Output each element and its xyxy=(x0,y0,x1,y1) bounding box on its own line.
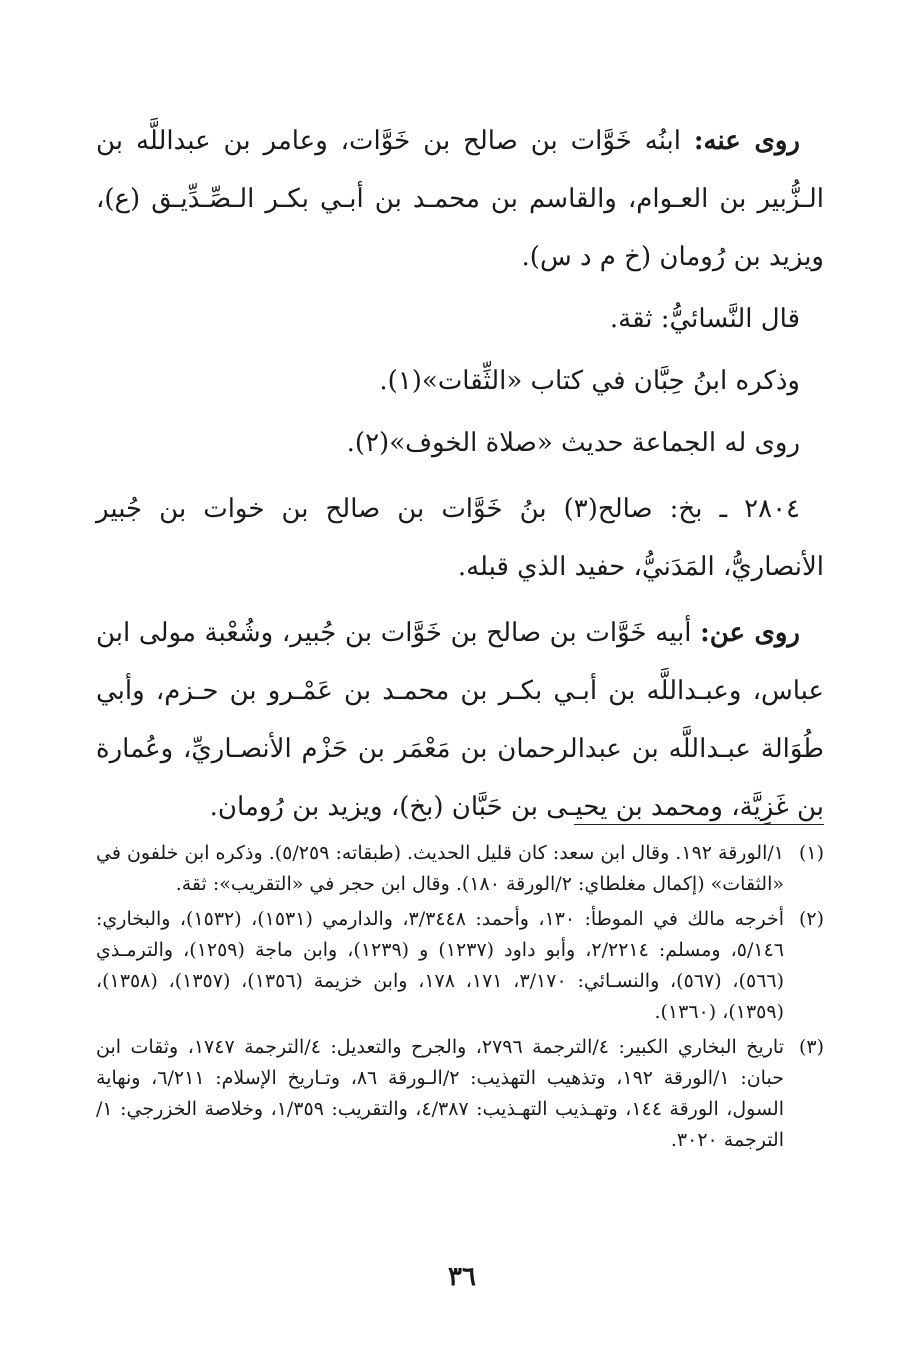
narrators-from-him-text: ابنُه خَوَّات بن صالح بن خَوَّات، وعامر بن عبداللَّه بن الـزُّبير بن العـوام، والقاسم بن محمـد بن أبـي بكـر الـصِّـدِّيـق (ع)، ويزيد بن رُومان (خ م د س). xyxy=(96,126,824,272)
footnote-number: (١) xyxy=(798,842,824,864)
biography-entry-heading: ٢٨٠٤ ـ بخ: صالح(٣) بنُ خَوَّات بن صالح بن خوات بن جُبير الأنصاريُّ، المَدَنيُّ، حفيد الذي قبله. xyxy=(96,494,824,582)
narrators-from-him-label: روى عنه: xyxy=(693,126,800,156)
footnote-separator xyxy=(574,824,824,825)
narrators-from-him xyxy=(96,112,824,286)
jamaa-narration: روى له الجماعة حديث «صلاة الخوف»(٢). xyxy=(346,428,800,458)
nasai-statement: قال النَّسائيُّ: ثقة. xyxy=(609,304,800,334)
narrated-from-text: أبيه خَوَّات بن صالح بن خَوَّات بن جُبير، وشُعْبة مولى ابن عباس، وعبـداللَّه بن أبـي بكـر بن محمـد بن عَمْـرو بن حـزم، وأبي طُوَالة عبـداللَّه بن عبدالرحمان بن مَعْمَر بن حَزْم الأنصـاريِّ، وعُمارة بن غَزِيَّة، ومحمد بن يحيـى بن حَبَّان (بخ)، ويزيد بن رُومان. xyxy=(96,618,824,822)
footnote-text: ١/الورقة ١٩٢. وقال ابن سعد: كان قليل الحديث. (طبقاته: ٥/٢٥٩). وذكره ابن خلفون في «الثقات» (إكمال مغلطاي: ٢/الورقة ١٨٠). وقال ابن حجر في «التقريب»: ثقة. xyxy=(96,842,784,895)
footnote xyxy=(96,838,824,900)
footnote xyxy=(96,904,824,1028)
footnotes xyxy=(96,838,824,1160)
footnote xyxy=(96,1032,824,1156)
footnote-text: أخرجه مالك في الموطأ: ١٣٠، وأحمد: ٣/٣٤٤٨، والدارمي (١٥٣١)، (١٥٣٢)، والبخاري: ٥/١٤٦، ومسلم: ٢/٢٢١٤، وأبو داود (١٢٣٧) و (١٢٣٩)، وابن ماجة (١٢٥٩)، والترمـذي (٥٦٦)، (٥٦٧)، والنسـائي: ٣/١٧٠، ١٧١، ١٧٨، وابن خزيمة (١٣٥٦)، (١٣٥٧)، (١٣٥٨)، (١٣٥٩)، (١٣٦٠). xyxy=(96,908,785,1023)
footnote-text: تاريخ البخاري الكبير: ٤/الترجمة ٢٧٩٦، والجرح والتعديل: ٤/الترجمة ١٧٤٧، وثقات ابن حبان: ١/الورقة ١٩٢، وتذهيب التهذيب: ٢/الـورقة ٨٦، وتـاريخ الإسلام: ٦/٢١١، ونهاية السول، الورقة ١٤٤، وتهـذيب التهـذيب: ٤/٣٨٧، والتقريب: ١/٣٥٩، وخلاصة الخزرجي: ١/الترجمة ٣٠٢٠. xyxy=(96,1036,784,1151)
ibn-hibban-statement: وذكره ابنُ حِبَّان في كتاب «الثِّقات»(١). xyxy=(379,366,800,396)
main-text xyxy=(96,112,824,836)
footnote-number: (٢) xyxy=(798,908,824,930)
narrated-from-label: روى عن: xyxy=(700,618,800,648)
narrated-from xyxy=(96,604,824,836)
footnote-number: (٣) xyxy=(798,1036,824,1058)
page-number: ٣٦ xyxy=(448,1262,476,1292)
